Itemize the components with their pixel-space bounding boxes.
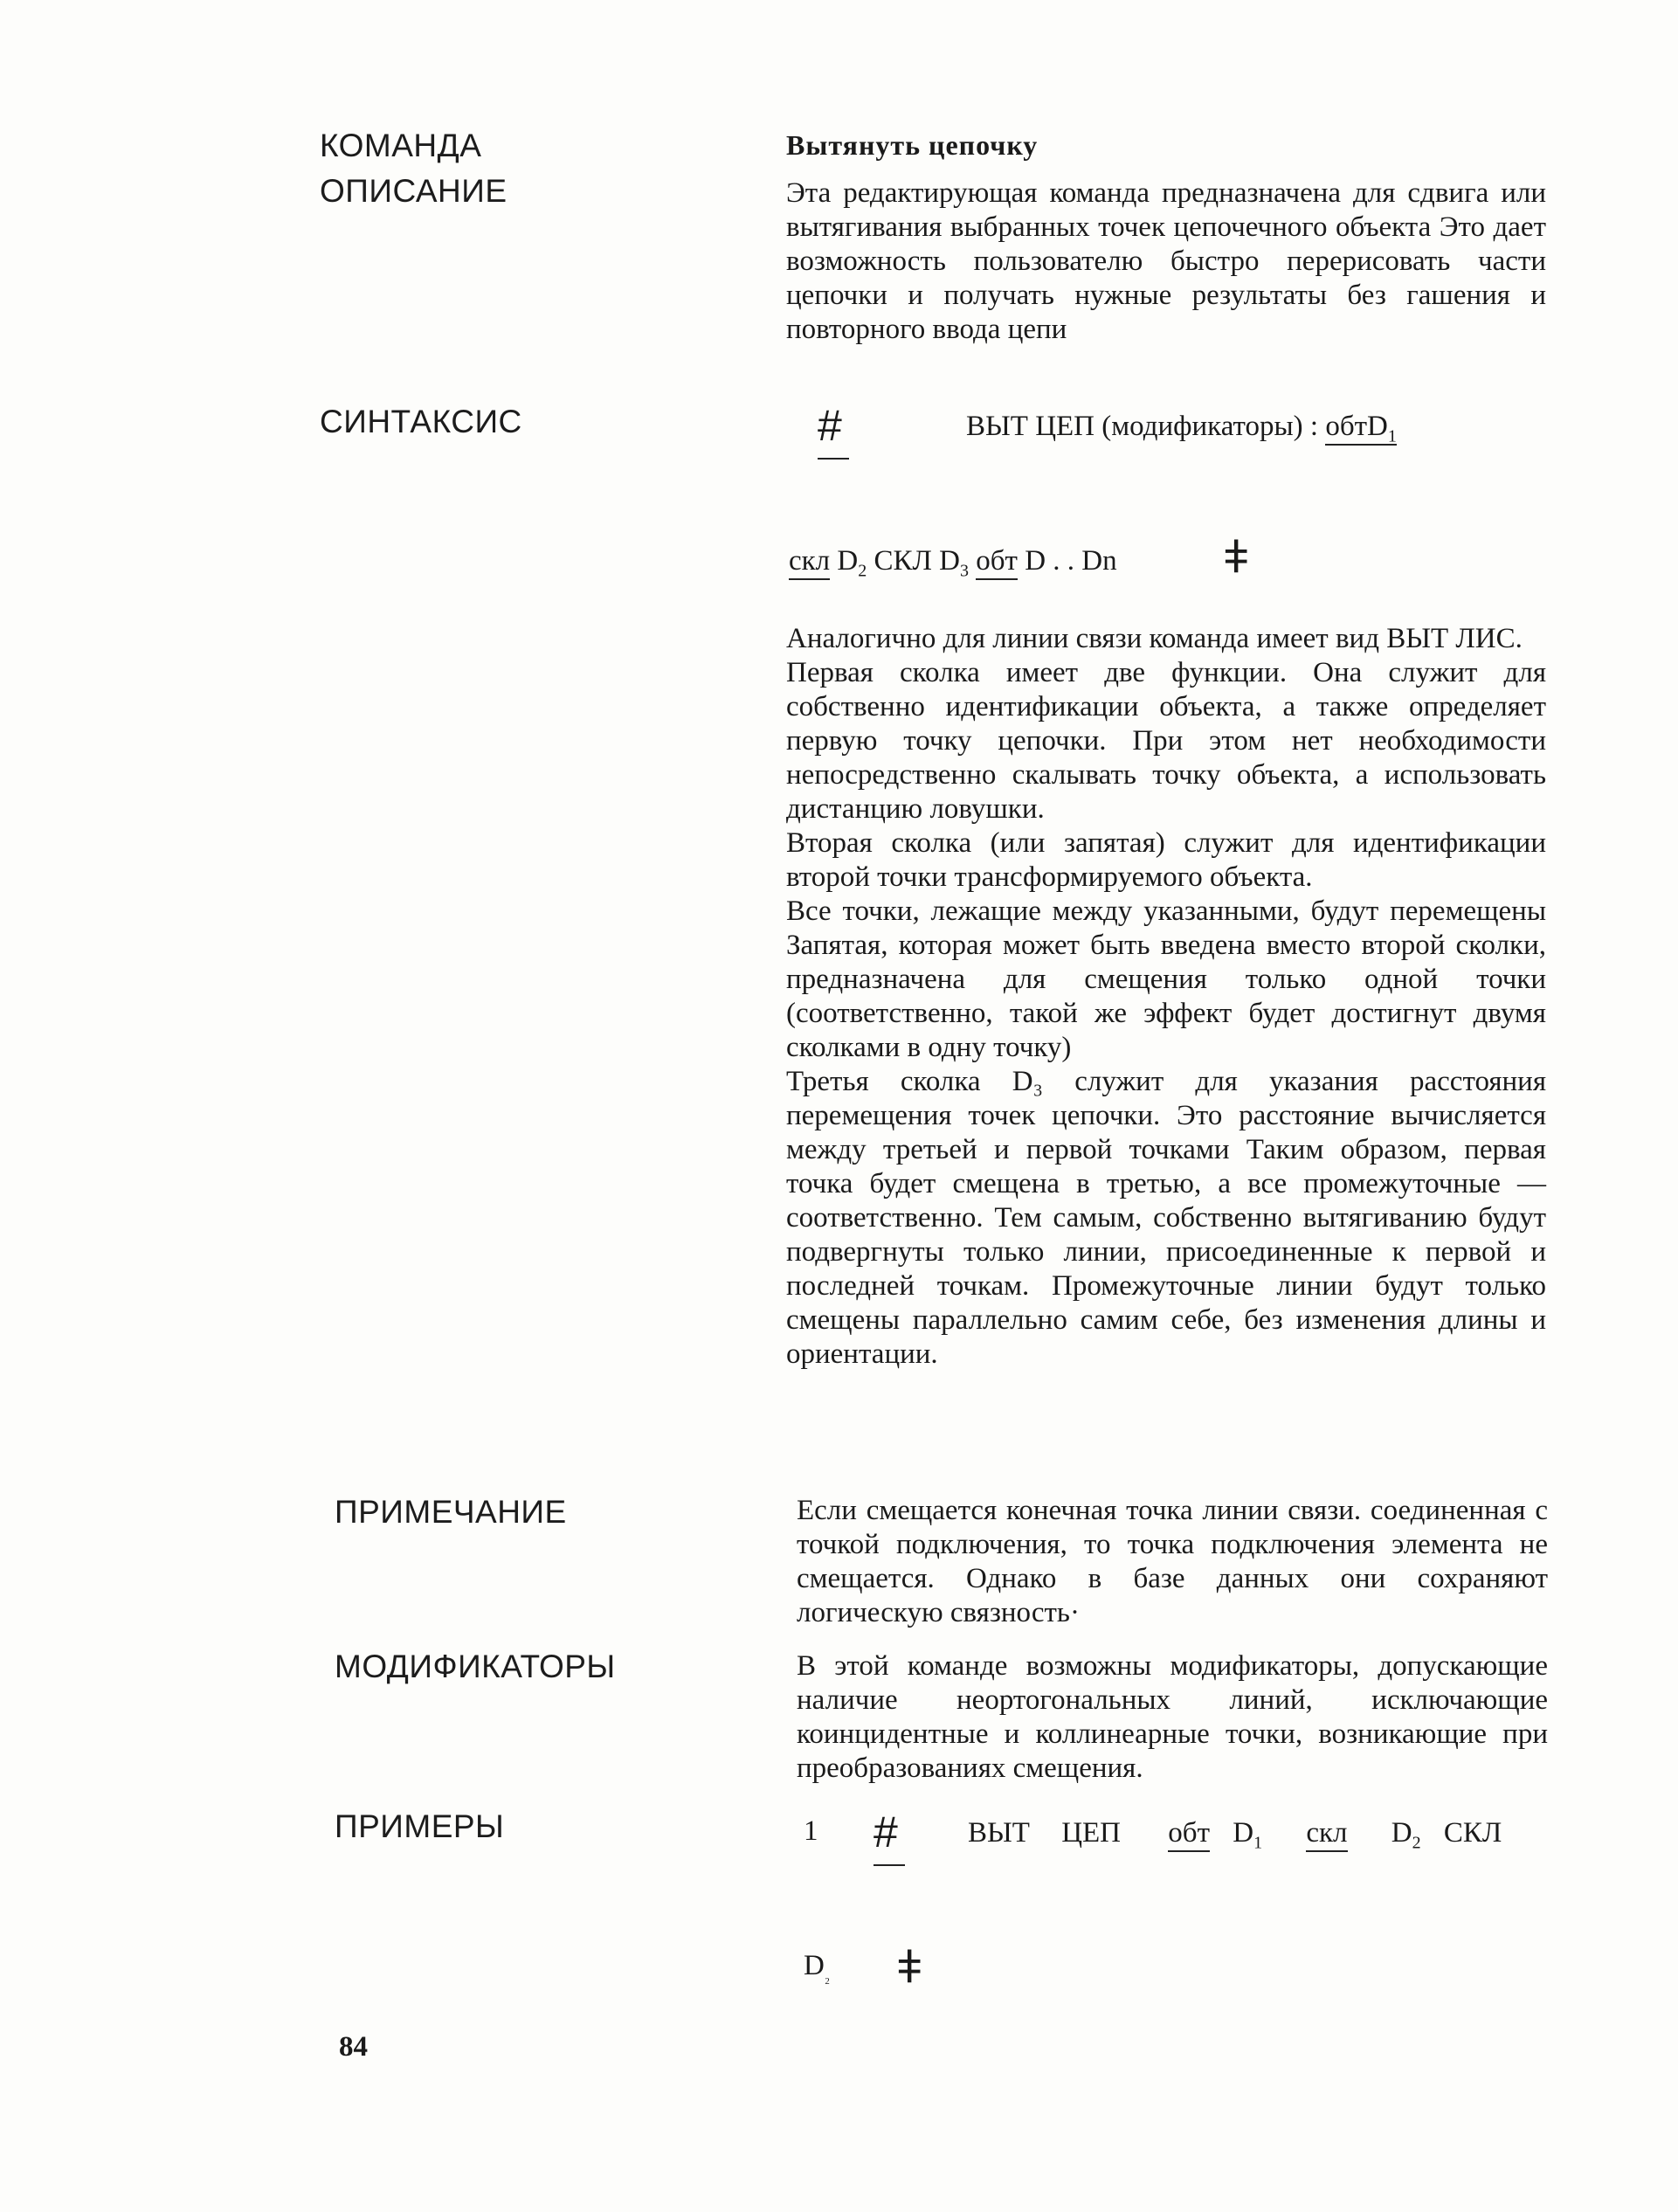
label-description: ОПИСАНИЕ [320,173,508,209]
label-command: КОМАНДА [320,128,482,163]
example-skl: скл [1306,1817,1347,1852]
label-modifiers: МОДИФИКАТОРЫ [335,1649,616,1684]
example-obt: обт [1168,1817,1210,1852]
syntax-skl: скл [789,545,830,580]
explanation-para-5: Третья сколка D₃ служит для указания расстояния перемещения точек цепочки. Это расстояние вычисляется между третьей и первой точками Таким образом, первая точка будет смещена в третью, а все промежуточные — соответственно. Тем самым, собственно вытягиванию будут подвергнуты только линии, присоединенные к первой и последней точкам. Промежуточные линии будут только смещены параллельно самим себе, без изменения длины и ориентации. [786,1066,1546,1370]
modifiers-text: В этой команде возможны модификаторы, допускающие наличие неортогональных линий, исключающие коинцидентные и коллинеарные точки, возникающие при преобразованиях смещения. [797,1650,1548,1784]
syntax-command-text: ВЫТ ЦЕП (модификаторы) : [966,411,1319,442]
example-hash-underline [874,1864,905,1866]
example-d2: $D_2$ [1391,1817,1421,1853]
syntax-dn: D . . Dn [1025,545,1117,577]
example-number: 1 [804,1815,818,1847]
explanation-para-3: Вторая сколка (или запятая) служит для идентификации второй точки трансформируемого объекта. [786,827,1546,893]
page-number: 84 [339,2031,368,2063]
example-line-2: $D_{_2}$ [804,1950,831,1985]
hash-underline [818,458,849,460]
syntax-SKL: СКЛ [874,545,932,577]
explanation-para-1: Аналогично для линии связи команда имеет вид ВЫТ ЛИС. [786,623,1523,654]
example-line-1 [968,1817,1502,1854]
label-examples: ПРИМЕРЫ [335,1808,505,1844]
note-text: Если смещается конечная точка линии связи. соединенная с точкой подключения, то точка подключения элемента не смещается. Однако в базе данных они сохраняют логическую связность· [797,1495,1548,1628]
example-end-symbol: ǂ [896,1942,923,1993]
syntax-obt: обтD$_1$ [1325,411,1397,446]
hash-symbol: # [818,401,842,450]
end-symbol: ǂ [1223,532,1250,583]
label-note: ПРИМЕЧАНИЕ [335,1494,567,1530]
syntax-line-2 [789,545,1117,582]
syntax-d3: $D_3$ [939,545,969,581]
syntax-obt-2: обт [976,545,1018,580]
example-cmd: ВЫТ ЦЕП [968,1817,1122,1849]
example-SKL: СКЛ [1443,1817,1502,1849]
syntax-d2: $D_2$ [837,545,867,581]
example-hash-symbol: # [874,1808,898,1856]
syntax-line-1 [966,411,1397,447]
description-text: Эта редактирующая команда предназначена для сдвига или вытягивания выбранных точек цепочечного объекта Это дает возможность пользователю быстро перерисовать части цепочки и получать нужные результаты без гашения и повторного ввода цепи [786,177,1546,345]
label-syntax: СИНТАКСИС [320,404,522,439]
command-title: Вытянуть цепочку [786,129,1039,161]
syntax-explanation [786,622,1546,1372]
example-d1: $D_1$ [1233,1817,1263,1853]
explanation-para-4: Все точки, лежащие между указанными, будут перемещены Запятая, которая может быть введена вместо второй сколки, предназначена для смещения только одной точки (соответственно, такой же эффект будет достигнут двумя сколками в одну точку) [786,895,1546,1063]
explanation-para-2: Первая сколка имеет две функции. Она служит для собственно идентификации объекта, а также определяет первую точку цепочки. При этом нет необходимости непосредственно скалывать точку объекта, а использовать дистанцию ловушки. [786,657,1546,825]
